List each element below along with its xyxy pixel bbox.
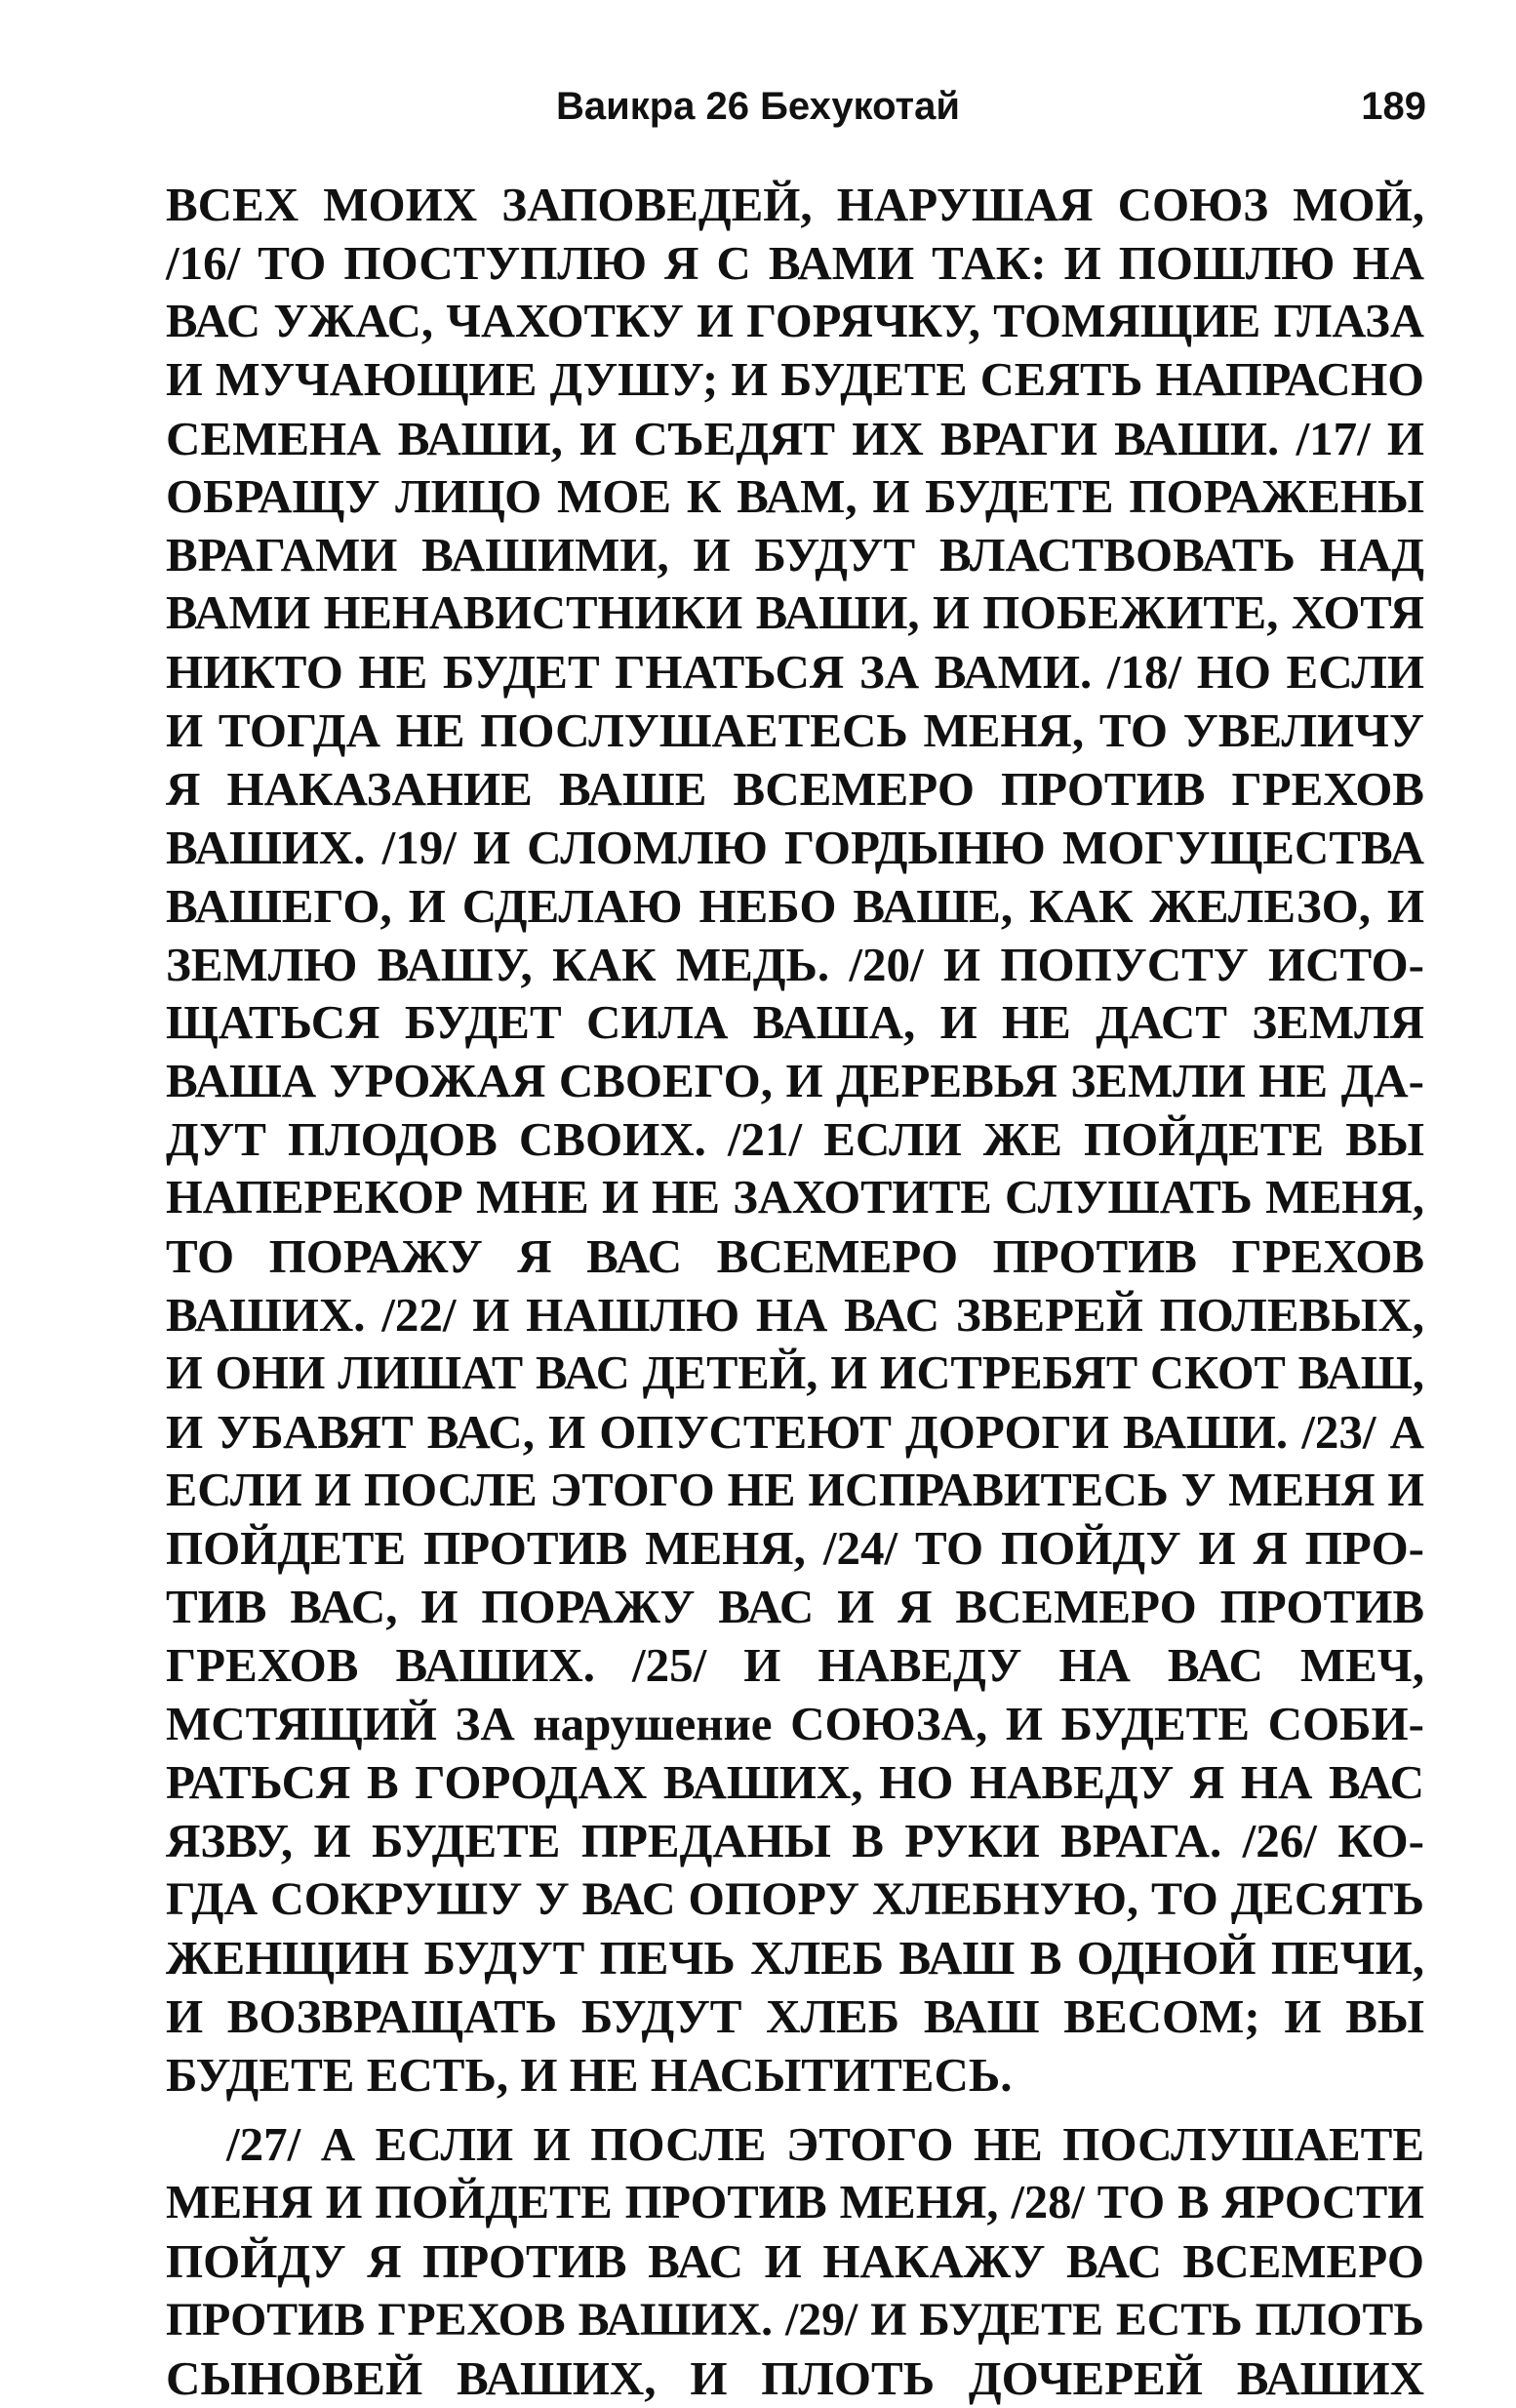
text-line: ПРОТИВ ГРЕХОВ ВАШИХ. /29/ И БУДЕТЕ ЕСТЬ ПЛОТЬ [166, 2294, 1424, 2347]
text-line: И ОНИ ЛИШАТ ВАС ДЕТЕЙ, И ИСТРЕБЯТ СКОТ ВАШ, [166, 1346, 1424, 1399]
paragraph-2 [166, 2115, 1424, 2407]
text-line: ВАШИХ. /19/ И СЛОМЛЮ ГОРДЫНЮ МОГУЩЕСТВА [166, 820, 1424, 874]
text-line: ЗЕМЛЮ ВАШУ, КАК МЕДЬ. /20/ И ПОПУСТУ ИСТО- [166, 937, 1424, 991]
text-line: ЕСЛИ И ПОСЛЕ ЭТОГО НЕ ИСПРАВИТЕСЬ У МЕНЯ И [166, 1464, 1424, 1516]
text-line: ВАШЕГО, И СДЕЛАЮ НЕБО ВАШЕ, КАК ЖЕЛЕЗО, И [166, 878, 1424, 933]
text-line: ПОЙДЕТЕ ПРОТИВ МЕНЯ, /24/ ТО ПОЙДУ И Я ПРО- [166, 1521, 1424, 1576]
text-line: ВРАГАМИ ВАШИМИ, И БУДУТ ВЛАСТВОВАТЬ НАД [166, 528, 1424, 582]
text-line: ВСЕХ МОИХ ЗАПОВЕДЕЙ, НАРУШАЯ СОЮЗ МОЙ, [166, 178, 1424, 231]
text-line: ГДА СОКРУШУ У ВАС ОПОРУ ХЛЕБНУЮ, ТО ДЕСЯТЬ [166, 1872, 1424, 1925]
page-number: 189 [1361, 85, 1426, 128]
text-line: И УБАВЯТ ВАС, И ОПУСТЕЮТ ДОРОГИ ВАШИ. /23/ А [166, 1404, 1424, 1459]
text-line: НИКТО НЕ БУДЕТ ГНАТЬСЯ ЗА ВАМИ. /18/ НО ЕСЛИ [166, 645, 1424, 700]
text-line: НАПЕРЕКОР МНЕ И НЕ ЗАХОТИТЕ СЛУШАТЬ МЕНЯ, [166, 1172, 1424, 1224]
text-line: СЫНОВЕЙ ВАШИХ, И ПЛОТЬ ДОЧЕРЕЙ ВАШИХ [166, 2350, 1424, 2405]
text-line: ВАША УРОЖАЯ СВОЕГО, И ДЕРЕВЬЯ ЗЕМЛИ НЕ ДА- [166, 1054, 1424, 1108]
text-line: ТО ПОРАЖУ Я ВАС ВСЕМЕРО ПРОТИВ ГРЕХОВ [166, 1229, 1424, 1284]
text-line: ОБРАЩУ ЛИЦО МОЕ К ВАМ, И БУДЕТЕ ПОРАЖЕНЫ [166, 469, 1424, 524]
text-line: СЕМЕНА ВАШИ, И СЪЕДЯТ ИХ ВРАГИ ВАШИ. /17/ И [166, 411, 1424, 465]
body-text [166, 176, 1424, 2408]
text-line: /27/ А ЕСЛИ И ПОСЛЕ ЭТОГО НЕ ПОСЛУШАЕТЕ [226, 2117, 1424, 2172]
text-line: БУДЕТЕ ЕСТЬ, И НЕ НАСЫТИТЕСЬ. [166, 2047, 1013, 2102]
text-line: ЩАТЬСЯ БУДЕТ СИЛА ВАША, И НЕ ДАСТ ЗЕМЛЯ [166, 995, 1424, 1050]
text-line: ГРЕХОВ ВАШИХ. /25/ И НАВЕДУ НА ВАС МЕЧ, [166, 1638, 1424, 1693]
text-line: ТИВ ВАС, И ПОРАЖУ ВАС И Я ВСЕМЕРО ПРОТИВ [166, 1580, 1424, 1634]
paragraph-1 [166, 176, 1424, 2104]
text-line: МСТЯЩИЙ ЗА нарушение СОЮЗА, И БУДЕТЕ СОБИ- [166, 1697, 1424, 1751]
paragraph-gap [166, 2104, 1424, 2115]
text-line: МЕНЯ И ПОЙДЕТЕ ПРОТИВ МЕНЯ, /28/ ТО В ЯРОСТИ [166, 2177, 1424, 2229]
text-line: ДУТ ПЛОДОВ СВОИХ. /21/ ЕСЛИ ЖЕ ПОЙДЕТЕ ВЫ [166, 1112, 1424, 1167]
text-line: Я НАКАЗАНИЕ ВАШЕ ВСЕМЕРО ПРОТИВ ГРЕХОВ [166, 761, 1424, 816]
text-line: ЖЕНЩИН БУДУТ ПЕЧЬ ХЛЕБ ВАШ В ОДНОЙ ПЕЧИ, [166, 1930, 1424, 1985]
text-line: ВАШИХ. /22/ И НАШЛЮ НА ВАС ЗВЕРЕЙ ПОЛЕВЫХ, [166, 1287, 1424, 1342]
text-line: ПОЙДУ Я ПРОТИВ ВАС И НАКАЖУ ВАС ВСЕМЕРО [166, 2234, 1424, 2289]
text-line: /16/ ТО ПОСТУПЛЮ Я С ВАМИ ТАК: И ПОШЛЮ НА [166, 235, 1424, 290]
text-line: ВАМИ НЕНАВИСТНИКИ ВАШИ, И ПОБЕЖИТЕ, ХОТЯ [166, 586, 1424, 640]
text-line: ВАС УЖАС, ЧАХОТКУ И ГОРЯЧКУ, ТОМЯЩИЕ ГЛАЗА [166, 294, 1424, 347]
running-header-title: Ваикра 26 Бехукотай [556, 85, 960, 128]
text-line: И ВОЗВРАЩАТЬ БУДУТ ХЛЕБ ВАШ ВЕСОМ; И ВЫ [166, 1988, 1424, 2043]
text-line: ЯЗВУ, И БУДЕТЕ ПРЕДАНЫ В РУКИ ВРАГА. /26/ КО- [166, 1813, 1424, 1867]
text-line: И МУЧАЮЩИЕ ДУШУ; И БУДЕТЕ СЕЯТЬ НАПРАСНО [166, 353, 1424, 406]
text-line: И ТОГДА НЕ ПОСЛУШАЕТЕСЬ МЕНЯ, ТО УВЕЛИЧУ [166, 703, 1424, 758]
text-line: РАТЬСЯ В ГОРОДАХ ВАШИХ, НО НАВЕДУ Я НА ВАС [166, 1755, 1424, 1810]
